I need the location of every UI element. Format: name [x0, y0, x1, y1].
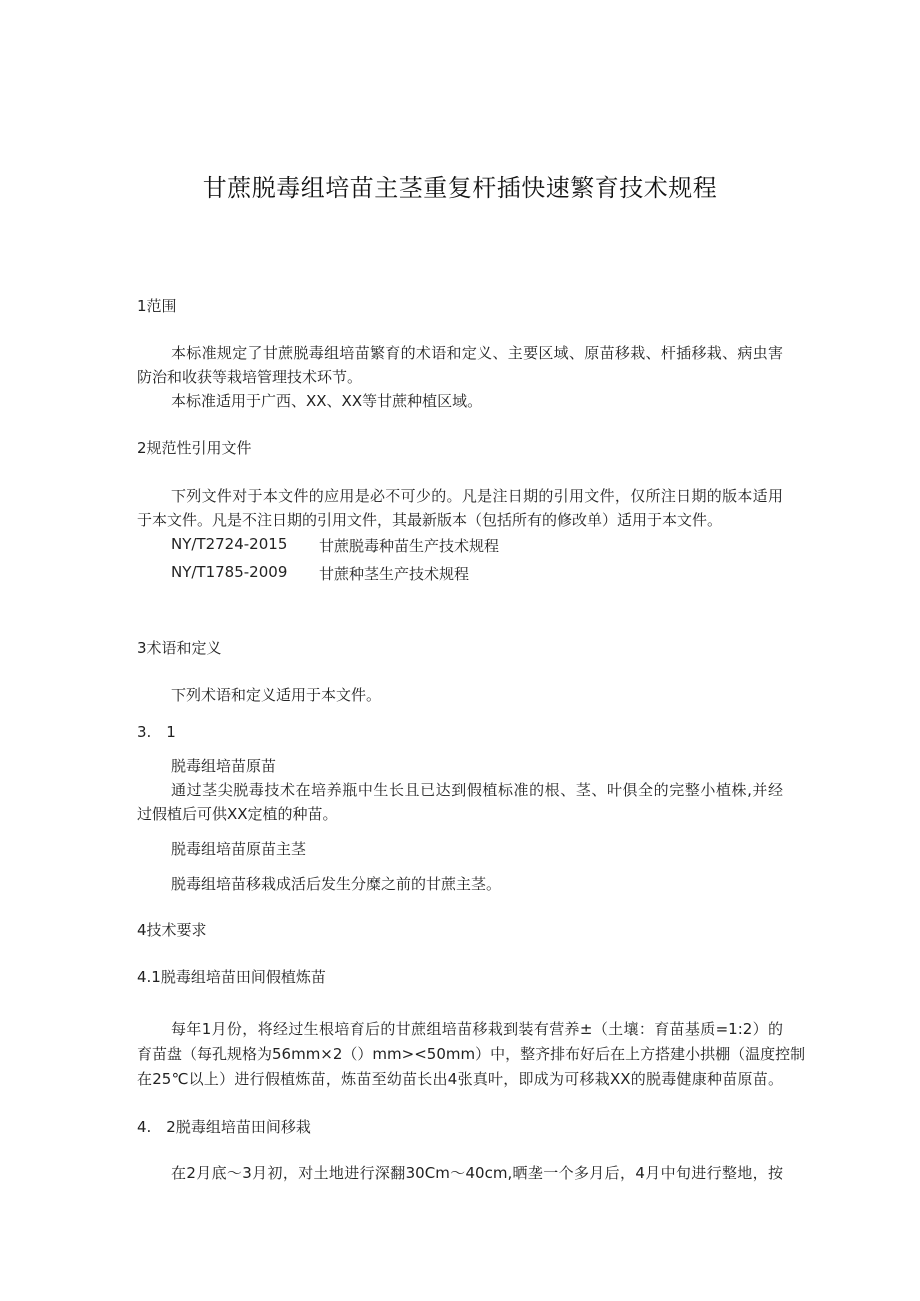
definition-2: 脱毒组培苗移栽成活后发生分糜之前的甘蔗主茎。 — [171, 875, 502, 893]
section-2-paragraph-line: 下列文件对于本文件的应用是必不可少的。凡是注日期的引用文件，仅所注日期的版本适用 — [171, 487, 783, 505]
reference-code: NY/T1785-2009 — [171, 563, 288, 581]
term-2: 脱毒组培苗原苗主茎 — [171, 840, 307, 858]
section-1-heading: 1范围 — [137, 297, 177, 315]
reference-title: 甘蔗种茎生产技术规程 — [319, 565, 470, 583]
subsection-4-1-paragraph-line: 在25℃以上）进行假植炼苗，炼苗至幼苗长出4张真叶，即成为可移栽XX的脱毒健康种苗原苗。 — [137, 1070, 783, 1088]
subsection-4-1-paragraph-line: 每年1月份，将经过生根培育后的甘蔗组培苗移栽到装有营养±（土壤：育苗基质=1:2）的 — [171, 1020, 783, 1038]
section-1-paragraph-line: 防治和收获等栽培管理技术环节。 — [137, 368, 363, 386]
document-title: 甘蔗脱毒组培苗主茎重复杆插快速繁育技术规程 — [202, 174, 718, 202]
subsection-4-1-paragraph-line: 育苗盘（每孔规格为56mm×2（）mm><50mm）中，整齐排布好后在上方搭建小拱棚（温度控制 — [137, 1045, 806, 1063]
section-2-heading: 2规范性引用文件 — [137, 439, 252, 457]
subsection-4-2-paragraph-line: 在2月底～3月初，对土地进行深翻30Cm～40cm,晒垄一个多月后，4月中旬进行整地，按 — [171, 1164, 783, 1182]
reference-code: NY/T2724-2015 — [171, 535, 288, 553]
section-3-intro: 下列术语和定义适用于本文件。 — [171, 686, 382, 704]
subsection-4-2-heading: 4. 2脱毒组培苗田间移栽 — [137, 1118, 311, 1136]
subsection-4-1-heading: 4.1脱毒组培苗田间假植炼苗 — [137, 968, 326, 986]
section-2-paragraph-line: 于本文件。凡是不注日期的引用文件，其最新版本（包括所有的修改单）适用于本文件。 — [137, 511, 723, 529]
definition-1-line: 通过茎尖脱毒技术在培养瓶中生长且已达到假植标准的根、茎、叶俱全的完整小植株,并经 — [171, 781, 783, 799]
reference-title: 甘蔗脱毒种苗生产技术规程 — [319, 537, 500, 555]
subsection-3-1-number: 3. 1 — [137, 723, 176, 741]
section-1-paragraph-line: 本标准规定了甘蔗脱毒组培苗繁育的术语和定义、主要区域、原苗移栽、杆插移栽、病虫害 — [171, 344, 783, 362]
section-3-heading: 3术语和定义 — [137, 639, 222, 657]
term-1: 脱毒组培苗原苗 — [171, 757, 277, 775]
definition-1-line: 过假植后可供XX定植的种苗。 — [137, 805, 338, 823]
section-1-paragraph: 本标准适用于广西、XX、XX等甘蔗种植区域。 — [171, 392, 483, 410]
section-4-heading: 4技术要求 — [137, 921, 207, 939]
